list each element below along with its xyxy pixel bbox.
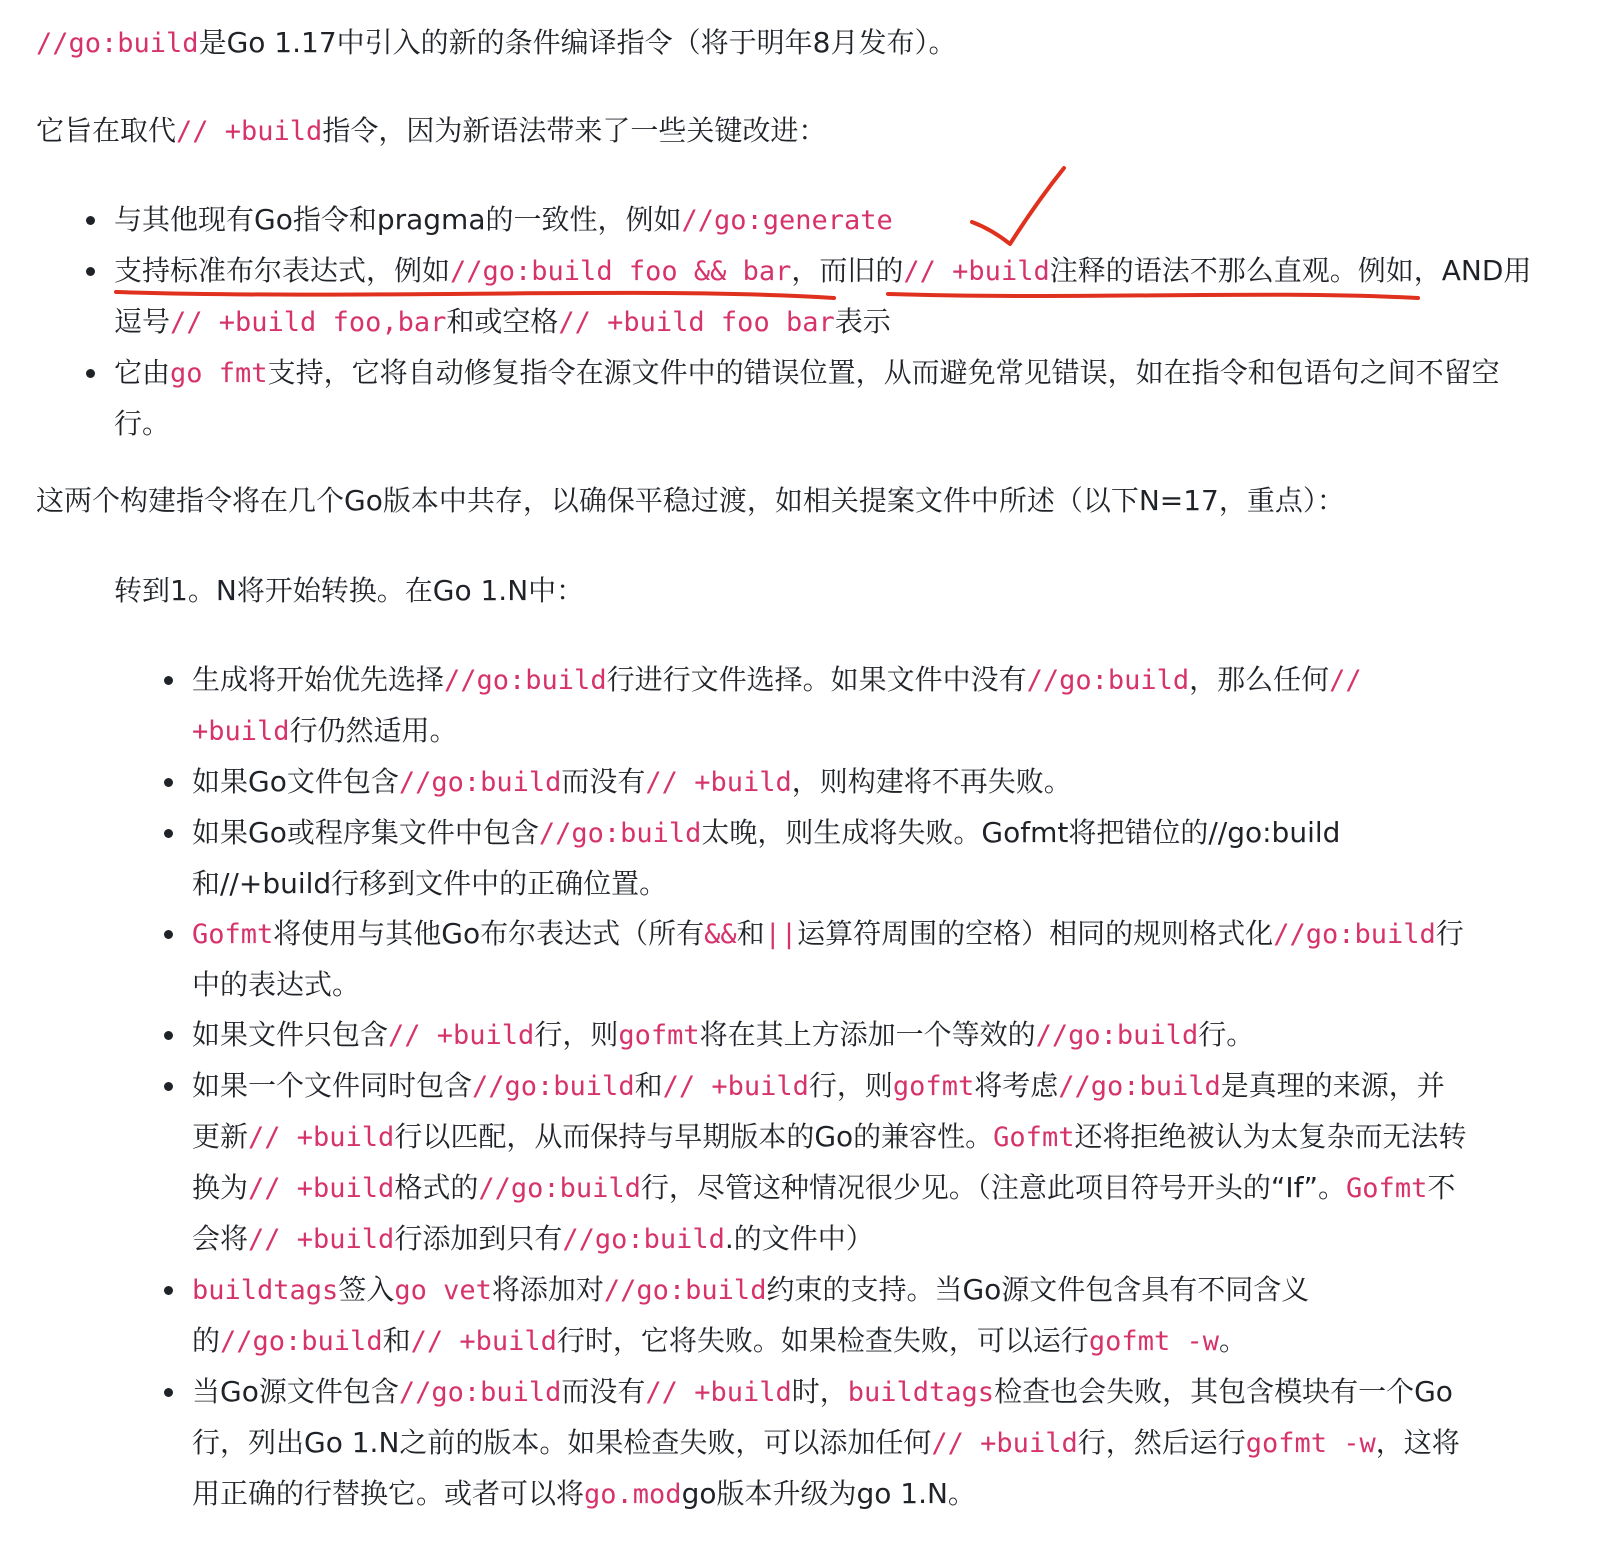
quote-intro: 转到1。N将开始转换。在Go 1.N中： <box>114 574 585 607</box>
text: 它由 <box>114 356 171 389</box>
text: 支持标准布尔表达式，例如 <box>114 254 451 287</box>
inline-code: && <box>704 919 737 950</box>
text: 注释的语法不那么直观。例如，AND用逗号 <box>114 254 1532 338</box>
list-item <box>114 246 1534 348</box>
text: 而没有 <box>561 765 646 798</box>
text: 而没有 <box>561 1375 646 1408</box>
text: 将添加对 <box>491 1273 604 1306</box>
text: 签入 <box>338 1273 395 1306</box>
text: 和 <box>736 917 765 950</box>
list-item <box>114 195 1534 246</box>
text: 行仍然适用。 <box>289 714 458 747</box>
inline-code: //go:build <box>398 1377 562 1408</box>
improvements-list <box>114 195 1534 449</box>
text: 如果Go或程序集文件中包含 <box>192 816 539 849</box>
inline-code: // +build <box>176 116 323 147</box>
text: 与其他现有Go指令和pragma的一致性，例如 <box>114 203 682 236</box>
inline-code: //go:build foo && bar <box>450 256 792 287</box>
inline-code: || <box>764 919 798 950</box>
inline-code: // +build <box>662 1071 809 1102</box>
inline-code: //go:build <box>472 1071 635 1102</box>
transition-list <box>192 655 1472 1520</box>
inline-code: buildtags <box>847 1377 995 1408</box>
text: 和 <box>634 1069 663 1102</box>
text: 如果文件只包含 <box>192 1018 389 1051</box>
inline-code: // +build <box>248 1122 395 1153</box>
inline-code: //go:build <box>36 28 199 59</box>
inline-code: // +build <box>248 1173 395 1204</box>
inline-code: go vet <box>394 1275 492 1306</box>
inline-code: //go:build <box>1026 665 1190 696</box>
text: ，那么任何 <box>1189 663 1330 696</box>
text: 行进行文件选择。如果文件中没有 <box>606 663 1027 696</box>
inline-code: // +build <box>903 256 1050 287</box>
list-item <box>192 757 1472 808</box>
inline-code: //go:build <box>1035 1020 1199 1051</box>
text: 行中的表达式。 <box>192 917 1464 1001</box>
text: 行，则 <box>808 1069 893 1102</box>
inline-code: //go:build <box>478 1173 641 1204</box>
inline-code: Gofmt <box>1346 1173 1428 1204</box>
text: 生成将开始优先选择 <box>192 663 445 696</box>
purpose-paragraph <box>36 106 1556 157</box>
inline-code: // +build <box>388 1020 535 1051</box>
list-item <box>192 1367 1472 1520</box>
inline-code: //go:build <box>1058 1071 1221 1102</box>
text: 还将拒绝被认为太复杂而无法转换为 <box>192 1120 1467 1204</box>
inline-code: //go:build <box>562 1224 725 1255</box>
inline-code: go.mod <box>584 1479 682 1510</box>
text: 太晚，则生成将失败。Gofmt将把错位的//go:build和//+build行移到文件中的正确位置。 <box>192 816 1341 900</box>
inline-code: //go:generate <box>681 205 893 236</box>
inline-code: gofmt <box>892 1071 975 1102</box>
text: 。 <box>1218 1324 1247 1357</box>
inline-code: gofmt -w <box>1088 1326 1219 1357</box>
text: 行，则 <box>534 1018 619 1051</box>
text: 格式的 <box>394 1171 479 1204</box>
text: 如果Go文件包含 <box>192 765 399 798</box>
text: 当Go源文件包含 <box>192 1375 399 1408</box>
text: 表示 <box>834 305 891 338</box>
text: 检查也会失败，其包含模块有一个Go行，列出Go 1.N之前的版本。如果检查失败，可以添加任何 <box>192 1375 1453 1459</box>
list-item <box>192 1061 1472 1265</box>
text: ，则构建将不再失败。 <box>791 765 1072 798</box>
text: 将在其上方添加一个等效的 <box>699 1018 1036 1051</box>
inline-code: //go:build <box>538 818 702 849</box>
text: go版本升级为go 1.N。 <box>681 1477 976 1510</box>
list-item <box>192 808 1472 909</box>
transition-paragraph: 这两个构建指令将在几个Go版本中共存，以确保平稳过渡，如相关提案文件中所述（以下N=17，重点）： <box>36 484 1345 517</box>
inline-code: // +build foo,bar <box>170 307 447 338</box>
inline-code: //go:build <box>398 767 562 798</box>
text: 时， <box>791 1375 848 1408</box>
inline-code: //go:build <box>1273 919 1436 950</box>
text: 行。 <box>1198 1018 1255 1051</box>
text: 支持，它将自动修复指令在源文件中的错误位置，从而避免常见错误，如在指令和包语句之间不留空行。 <box>114 356 1500 440</box>
text: ，这将用正确的行替换它。或者可以将 <box>192 1426 1460 1510</box>
inline-code: gofmt -w <box>1245 1428 1376 1459</box>
inline-code: //go:build <box>220 1326 383 1357</box>
inline-code: gofmt <box>618 1020 700 1051</box>
text: 和或空格 <box>446 305 559 338</box>
text: 是Go 1.17中引入的新的条件编译指令（将于明年8月发布）。 <box>198 26 957 59</box>
text: 将考虑 <box>974 1069 1059 1102</box>
list-item <box>192 909 1472 1010</box>
inline-code: // +build <box>931 1428 1078 1459</box>
text: 行，尽管这种情况很少见。（注意此项目符号开头的“If”。 <box>640 1171 1347 1204</box>
list-item <box>192 1265 1472 1367</box>
inline-code: // +build foo bar <box>558 307 835 338</box>
inline-code: Gofmt <box>192 919 274 950</box>
text: 是真理的来源，并更新 <box>192 1069 1445 1153</box>
text: 不会将 <box>192 1171 1456 1255</box>
inline-code: //go:build <box>444 665 607 696</box>
list-item <box>192 1010 1472 1061</box>
text: 如果一个文件同时包含 <box>192 1069 473 1102</box>
inline-code: go fmt <box>170 358 268 389</box>
text: 将使用与其他Go布尔表达式（所有 <box>273 917 705 950</box>
text: 行时，它将失败。如果检查失败，可以运行 <box>556 1324 1089 1357</box>
text: .的文件中） <box>724 1222 874 1255</box>
text: 它旨在取代 <box>36 114 177 147</box>
text: 行以匹配，从而保持与早期版本的Go的兼容性。 <box>394 1120 994 1153</box>
list-item <box>114 348 1534 449</box>
inline-code: // +build <box>248 1224 395 1255</box>
inline-code: // +build <box>410 1326 557 1357</box>
intro-paragraph <box>36 18 1556 69</box>
inline-code: //go:build <box>603 1275 767 1306</box>
text: 行添加到只有 <box>394 1222 563 1255</box>
inline-code: buildtags <box>192 1275 339 1306</box>
inline-code: // +build <box>645 1377 792 1408</box>
text: 和 <box>382 1324 411 1357</box>
text: ，而旧的 <box>791 254 904 287</box>
text: 约束的支持。当Go源文件包含具有不同含义的 <box>192 1273 1310 1357</box>
list-item <box>192 655 1472 757</box>
text: 行，然后运行 <box>1077 1426 1246 1459</box>
inline-code: // +build <box>192 665 1362 747</box>
inline-code: Gofmt <box>993 1122 1075 1153</box>
text: 指令，因为新语法带来了一些关键改进： <box>322 114 827 147</box>
inline-code: // +build <box>645 767 792 798</box>
text: 运算符周围的空格）相同的规则格式化 <box>797 917 1274 950</box>
